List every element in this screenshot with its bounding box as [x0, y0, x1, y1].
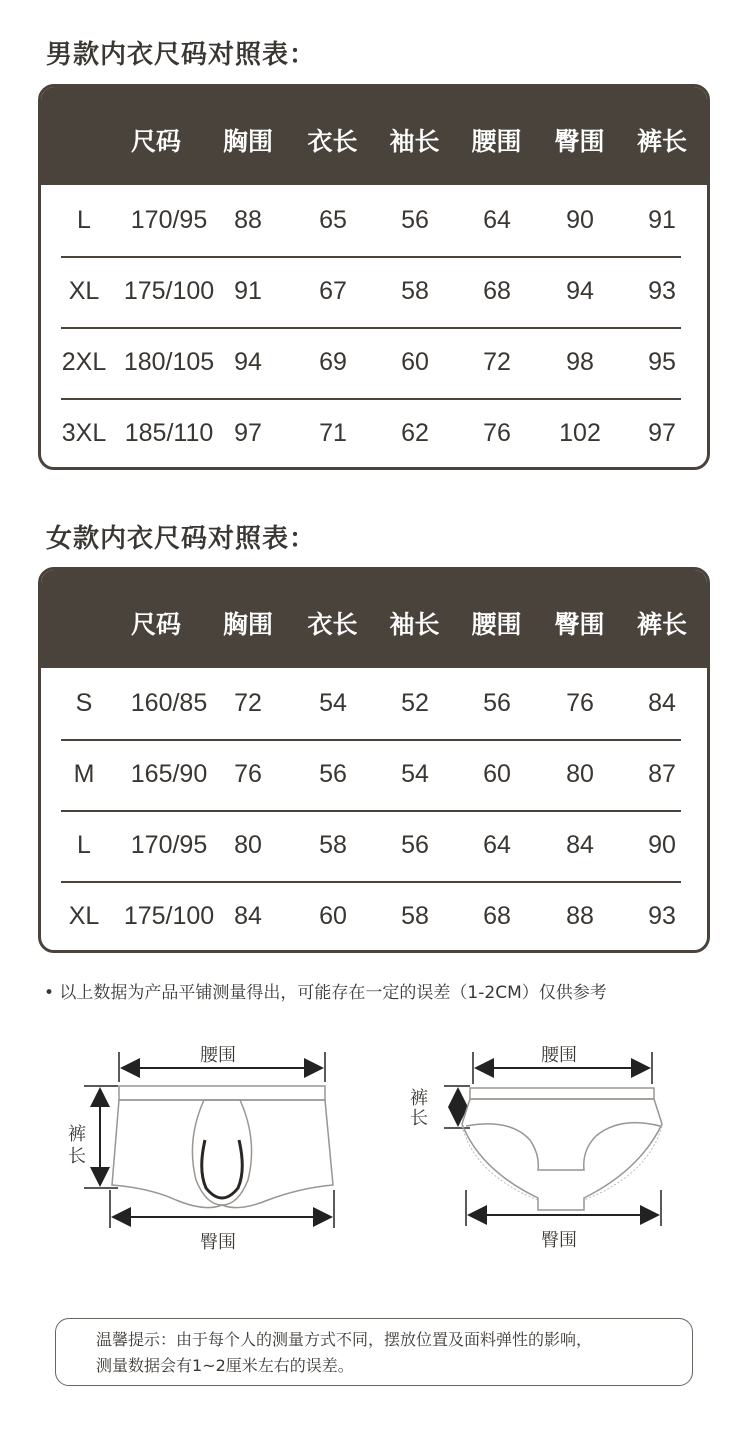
table-cell: 98	[566, 348, 594, 376]
table-cell: XL	[68, 277, 100, 305]
table-cell: 185/110	[124, 419, 214, 447]
table-cell: 84	[234, 902, 262, 930]
table-cell: 54	[319, 689, 347, 717]
table-row	[41, 881, 707, 951]
table-cell: 60	[401, 348, 429, 376]
table-cell: 90	[648, 831, 676, 859]
table-cell: 58	[401, 902, 429, 930]
header-cell: 尺码	[130, 127, 181, 156]
table-row	[41, 668, 707, 738]
brief-length-label-2: 长	[410, 1108, 428, 1129]
table-cell: 54	[401, 760, 429, 788]
table-cell: 67	[319, 277, 347, 305]
brief-hip-label: 臀围	[541, 1230, 577, 1251]
table-cell: 97	[234, 419, 262, 447]
header-cell: 尺码	[130, 610, 181, 639]
header-cell: 袖长	[389, 127, 440, 156]
table-cell: 2XL	[61, 348, 107, 376]
header-cell: 胸围	[223, 127, 274, 156]
table-cell: 160/85	[130, 689, 208, 717]
table-cell: 56	[401, 831, 429, 859]
table-cell: 58	[401, 277, 429, 305]
header-cell: 腰围	[471, 127, 522, 156]
table-cell: 60	[319, 902, 347, 930]
table-row	[41, 739, 707, 809]
measurement-tip-box	[55, 1318, 693, 1386]
women-table-header	[41, 570, 707, 668]
boxer-hip-label: 臀围	[200, 1232, 236, 1253]
table-row	[41, 256, 707, 326]
table-cell: 69	[319, 348, 347, 376]
boxer-waist-label: 腰围	[200, 1045, 236, 1066]
boxer-length-label-2: 长	[68, 1146, 86, 1167]
table-cell: 88	[566, 902, 594, 930]
header-cell: 袖长	[389, 610, 440, 639]
table-cell: 88	[234, 206, 262, 234]
table-cell: 170/95	[130, 831, 208, 859]
table-cell: 68	[483, 902, 511, 930]
table-row	[41, 398, 707, 468]
brief-length-label-1: 裤	[410, 1088, 428, 1109]
table-cell: 180/105	[123, 348, 215, 376]
table-row	[41, 810, 707, 880]
table-cell: 93	[648, 902, 676, 930]
header-cell: 臀围	[554, 127, 605, 156]
table-cell: 76	[566, 689, 594, 717]
table-cell: 56	[483, 689, 511, 717]
table-cell: 91	[648, 206, 676, 234]
table-cell: L	[77, 206, 91, 234]
table-cell: 97	[648, 419, 676, 447]
table-cell: 3XL	[61, 419, 107, 447]
table-cell: 84	[648, 689, 676, 717]
table-cell: 60	[483, 760, 511, 788]
men-size-chart-title: 男款内衣尺码对照表：	[46, 40, 317, 70]
header-cell: 臀围	[554, 610, 605, 639]
table-cell: 58	[319, 831, 347, 859]
table-cell: S	[75, 689, 93, 717]
table-cell: 84	[566, 831, 594, 859]
table-cell: 52	[401, 689, 429, 717]
table-cell: 170/95	[130, 206, 208, 234]
header-cell: 衣长	[307, 610, 358, 639]
men-table-header	[41, 87, 707, 185]
table-cell: L	[77, 831, 91, 859]
table-cell: 95	[648, 348, 676, 376]
table-cell: 175/100	[123, 902, 215, 930]
table-cell: 65	[319, 206, 347, 234]
table-cell: 165/90	[130, 760, 208, 788]
measurement-note: • 以上数据为产品平铺测量得出，可能存在一定的误差（1-2CM）仅供参考	[44, 983, 607, 1003]
table-cell: 68	[483, 277, 511, 305]
table-cell: 64	[483, 206, 511, 234]
header-cell: 胸围	[223, 610, 274, 639]
table-cell: 175/100	[123, 277, 215, 305]
women-size-table	[38, 567, 710, 953]
men-size-table	[38, 84, 710, 470]
women-size-chart-title: 女款内衣尺码对照表：	[46, 524, 317, 554]
table-cell: 72	[234, 689, 262, 717]
table-cell: M	[73, 760, 95, 788]
table-cell: 90	[566, 206, 594, 234]
table-cell: 80	[234, 831, 262, 859]
table-row	[41, 185, 707, 255]
brief-waist-label: 腰围	[541, 1045, 577, 1066]
table-cell: 94	[566, 277, 594, 305]
table-cell: 94	[234, 348, 262, 376]
table-cell: 71	[319, 419, 347, 447]
header-cell: 腰围	[471, 610, 522, 639]
table-cell: 87	[648, 760, 676, 788]
table-cell: 76	[483, 419, 511, 447]
table-row	[41, 327, 707, 397]
header-cell: 衣长	[307, 127, 358, 156]
table-cell: 91	[234, 277, 262, 305]
table-cell: 56	[319, 760, 347, 788]
boxer-length-label-1: 裤	[68, 1124, 86, 1145]
table-cell: XL	[68, 902, 100, 930]
tip-line-2: 测量数据会有1~2厘米左右的误差。	[96, 1356, 354, 1375]
table-cell: 80	[566, 760, 594, 788]
table-cell: 76	[234, 760, 262, 788]
table-cell: 72	[483, 348, 511, 376]
header-cell: 裤长	[636, 127, 687, 156]
table-cell: 93	[648, 277, 676, 305]
tip-line-1: 温馨提示：由于每个人的测量方式不同，摆放位置及面料弹性的影响，	[96, 1330, 593, 1349]
table-cell: 102	[559, 419, 601, 447]
table-cell: 62	[401, 419, 429, 447]
table-cell: 56	[401, 206, 429, 234]
table-cell: 64	[483, 831, 511, 859]
header-cell: 裤长	[636, 610, 687, 639]
